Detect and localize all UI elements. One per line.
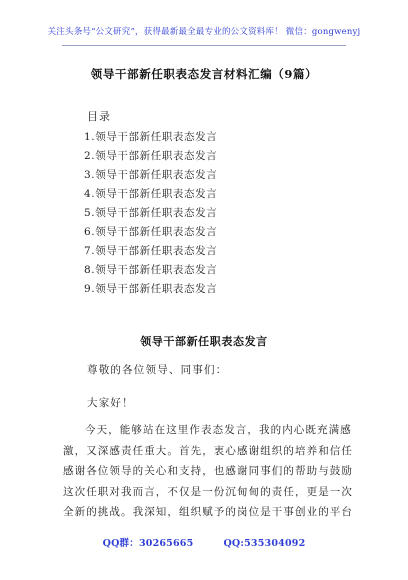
body-paragraph [63, 420, 353, 523]
body-line: 全新的挑战。我深知，组织赋予的岗位是干事创业的平台 [63, 506, 353, 518]
toc-item: 4.领导干部新任职表态发言 [84, 188, 218, 200]
header-note: 关注头条号“公文研究”，获得最新最全最专业的公文资料库！ 微信：gongwenyj [47, 27, 361, 37]
toc-item: 9.领导干部新任职表态发言 [84, 283, 218, 295]
document-title: 领导干部新任职表态发言材料汇编（9篇） [90, 67, 318, 81]
body-line: 激，又深感责任重大。首先，衷心感谢组织的培养和信任 [63, 444, 353, 457]
section-title: 领导干部新任职表态发言 [140, 335, 268, 348]
body-line: 这次任职对我而言，不仅是一份沉甸甸的责任，更是一次 [63, 485, 353, 498]
body-line: 感谢各位领导的关心和支持，也感谢同事们的帮助与鼓励 [63, 465, 353, 477]
qq-number: QQ:535304092 [223, 538, 306, 549]
toc-item: 2.领导干部新任职表态发言 [84, 150, 218, 162]
qq-group-number: QQ群：30265665 [102, 538, 194, 549]
greeting: 大家好！ [87, 397, 134, 409]
toc-heading: 目录 [87, 110, 111, 123]
toc-item: 3.领导干部新任职表态发言 [84, 169, 218, 181]
toc-item: 5.领导干部新任职表态发言 [84, 207, 218, 219]
toc-item: 8.领导干部新任职表态发言 [84, 264, 218, 276]
toc-item: 6.领导干部新任职表态发言 [84, 226, 218, 238]
salutation: 尊敬的各位领导、同事们： [87, 364, 228, 376]
body-line: 今天，能够站在这里作表态发言，我的内心既充满感 [85, 424, 352, 436]
footer-contact [0, 535, 408, 549]
toc-item: 1.领导干部新任职表态发言 [84, 131, 218, 143]
table-of-contents [84, 128, 217, 299]
toc-item: 7.领导干部新任职表态发言 [84, 245, 218, 257]
header-divider [62, 45, 346, 46]
